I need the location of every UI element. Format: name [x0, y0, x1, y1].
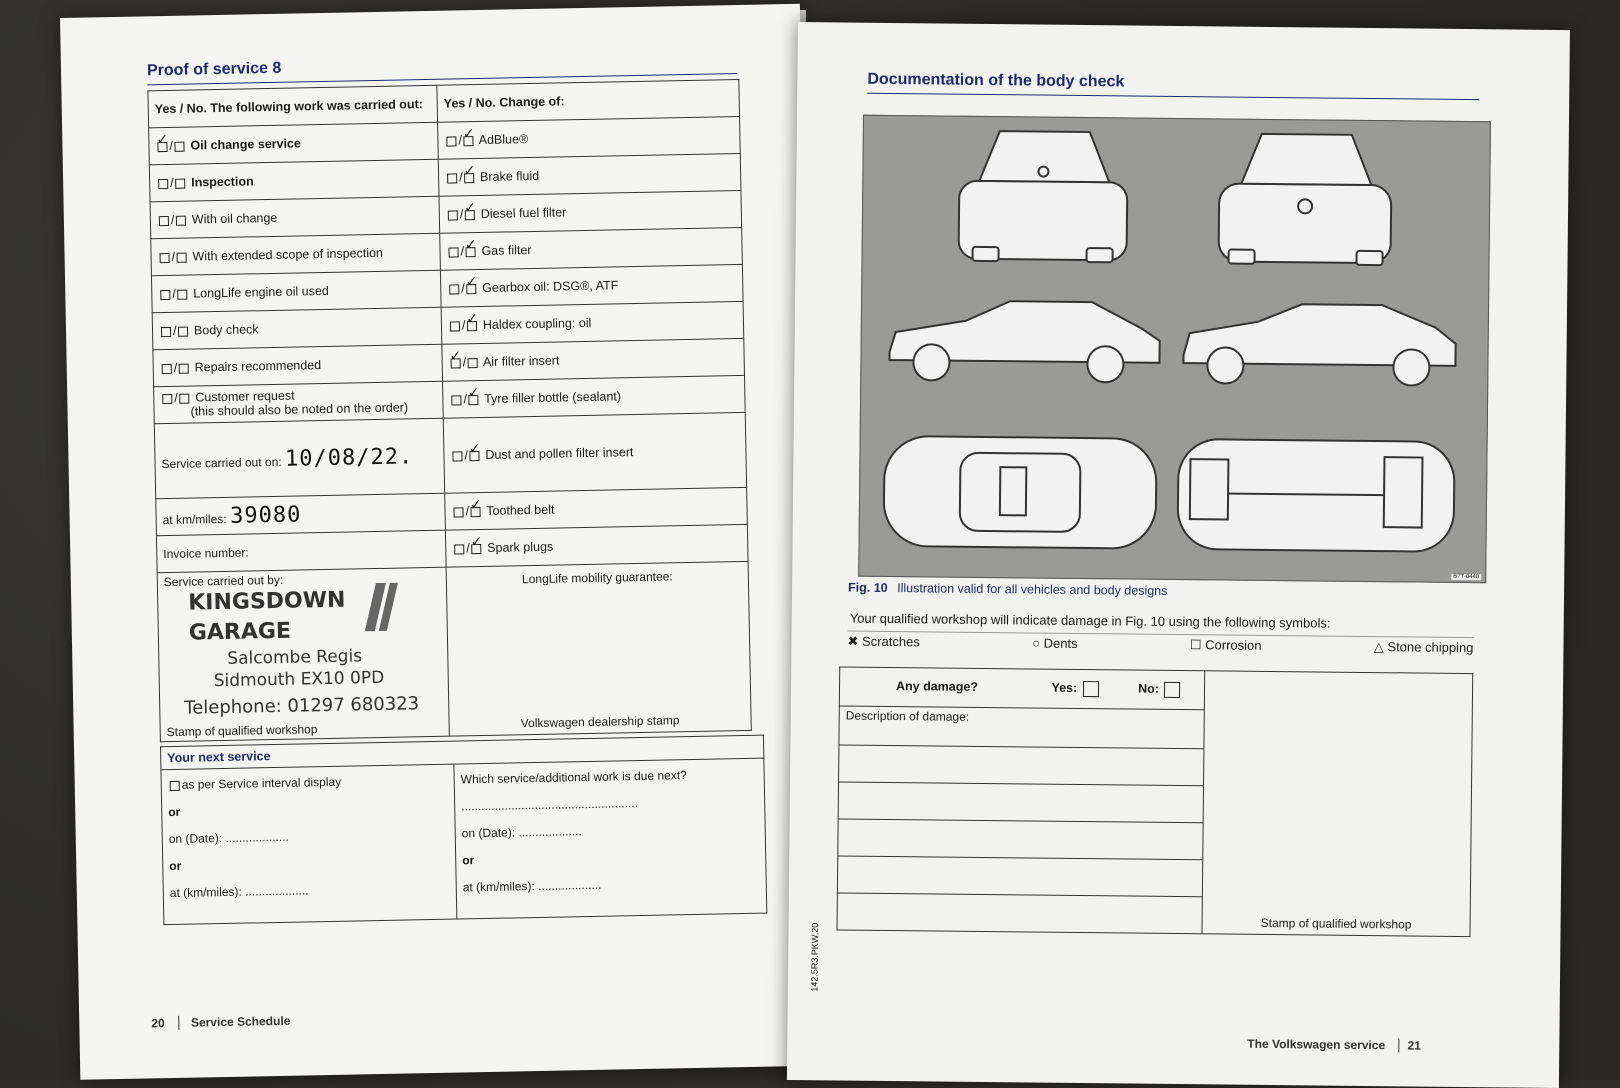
- yes-no-checkboxes[interactable]: /: [156, 176, 188, 191]
- car-underbody-view: [1178, 439, 1455, 552]
- fig-caption: Illustration valid for all vehicles and body designs: [897, 581, 1168, 598]
- page-title: Proof of service 8: [146, 59, 282, 80]
- left-item-label: Body check: [190, 322, 259, 338]
- car-top-view: [884, 436, 1157, 549]
- any-damage-label: Any damage?: [895, 679, 979, 695]
- col-left-header: Yes / No. The following work was carried out:: [148, 85, 438, 128]
- damage-question-cell: [839, 667, 1204, 710]
- car-diagrams: [859, 116, 1490, 583]
- description-line[interactable]: [837, 893, 1202, 934]
- invoice-cell: Invoice number:: [156, 530, 446, 573]
- yes-checkbox[interactable]: [1083, 681, 1099, 697]
- right-item: [443, 412, 746, 493]
- symbol-glyph-icon: ☐: [1189, 637, 1206, 653]
- right-item-label: Haldex coupling: oil: [479, 315, 592, 333]
- symbols-intro: Your qualified workshop will indicate damage in Fig. 10 using the following symbols:: [849, 610, 1331, 631]
- km-cell: [156, 493, 446, 536]
- footer-page-number: 20: [151, 1016, 165, 1031]
- symbol-scratches: [847, 634, 919, 651]
- left-item: [149, 159, 439, 202]
- yes-no-checkboxes[interactable]: / ✓: [449, 392, 481, 407]
- description-label: Description of damage:: [839, 706, 1204, 749]
- right-item: [445, 487, 748, 530]
- service-date-cell: [154, 418, 444, 499]
- symbol-label: Corrosion: [1205, 637, 1262, 653]
- right-item: [442, 338, 745, 381]
- service-date-label: Service carried out on:: [161, 454, 282, 471]
- symbol-corrosion: [1190, 637, 1262, 654]
- right-item-label: AdBlue®: [475, 132, 529, 148]
- stamp-caption: Stamp of qualified workshop: [166, 722, 318, 740]
- car-rear-view: [959, 131, 1128, 263]
- yes-no-checkboxes[interactable]: /: [159, 324, 191, 339]
- side-code: 142.5R3.PKW.20: [809, 922, 821, 992]
- right-item-label: Dust and pollen filter insert: [481, 445, 634, 462]
- stamp-logo-icon: [356, 583, 401, 634]
- description-line[interactable]: [838, 782, 1203, 823]
- right-item-label: Diesel fuel filter: [477, 205, 567, 222]
- car-side-hatch: [1183, 303, 1456, 386]
- no-label: No:: [1138, 681, 1160, 697]
- car-side-sedan: [889, 300, 1160, 383]
- yes-no-checkboxes[interactable]: / ✓: [445, 170, 477, 185]
- stamp-name-1: KINGSDOWN: [188, 587, 346, 616]
- workshop-stamp-cell: [157, 567, 449, 742]
- yes-no-checkboxes[interactable]: / ✓: [448, 318, 480, 333]
- right-page: [787, 22, 1570, 1088]
- title-rule: [867, 93, 1479, 100]
- symbol-label: Dents: [1043, 635, 1078, 651]
- service-table: [147, 79, 751, 742]
- left-item-label: Oil change service: [186, 136, 302, 153]
- yes-no-checkboxes[interactable]: /: [157, 250, 189, 265]
- left-item-label: Customer request: [191, 388, 295, 405]
- right-item: [441, 301, 744, 344]
- service-date-value: 10/08/22.: [284, 443, 414, 472]
- date-label: on (Date): ...................: [168, 829, 289, 847]
- left-item-label: With oil change: [188, 210, 278, 227]
- right-or: or: [462, 853, 475, 868]
- symbol-label: Stone chipping: [1387, 639, 1474, 656]
- yes-no-checkboxes[interactable]: ✓ /: [155, 139, 187, 154]
- left-item: [151, 270, 441, 313]
- right-item-label: Toothed belt: [482, 502, 555, 518]
- body-check-figure: [858, 115, 1491, 584]
- left-item: [149, 122, 439, 165]
- left-item: [153, 344, 443, 387]
- right-item-label: Spark plugs: [483, 539, 554, 555]
- or-label: or: [168, 804, 181, 820]
- footer-title: Service Schedule: [178, 1014, 291, 1030]
- next-service-right: [454, 758, 767, 919]
- car-front-view: [1218, 133, 1391, 265]
- stamp-telephone: Telephone: 01297 680323: [184, 693, 420, 719]
- dealer-stamp-caption: Volkswagen dealership stamp: [520, 713, 680, 731]
- interval-label: as per Service interval display: [181, 774, 342, 792]
- description-line[interactable]: [838, 819, 1203, 860]
- right-km: at (km/miles): ...................: [462, 877, 602, 895]
- stamp-name-2: GARAGE: [188, 618, 292, 646]
- right-item-label: Brake fluid: [476, 168, 540, 185]
- description-line[interactable]: [839, 745, 1204, 786]
- body-check-title: Documentation of the body check: [867, 70, 1125, 91]
- yes-no-checkboxes[interactable]: / ✓: [452, 541, 484, 556]
- yes-no-checkboxes[interactable]: ✓ /: [449, 355, 481, 370]
- next-service-title: Your next service: [161, 735, 764, 770]
- yes-no-checkboxes[interactable]: / ✓: [446, 207, 478, 222]
- right-dots: .....................................................: [461, 796, 639, 814]
- left-item-label: LongLife engine oil used: [189, 283, 329, 301]
- symbol-label: Scratches: [861, 633, 920, 650]
- right-item-label: Tyre filler bottle (sealant): [480, 389, 622, 406]
- symbol-legend: [847, 631, 1473, 657]
- symbol-stone-chipping: [1374, 639, 1474, 656]
- right-item: [445, 524, 748, 567]
- service-by-label: Service carried out by:: [163, 572, 284, 590]
- footer-page-number: 21: [1398, 1038, 1421, 1052]
- yes-no-checkboxes[interactable]: / ✓: [451, 504, 483, 519]
- right-question: Which service/additional work is due next?: [460, 768, 687, 787]
- fig-code: B7T-0448: [1453, 573, 1480, 581]
- guarantee-label: LongLife mobility guarantee:: [521, 569, 673, 587]
- symbol-glyph-icon: ✖: [847, 633, 863, 649]
- yes-no-checkboxes[interactable]: / ✓: [444, 133, 476, 148]
- stamp-address-2: Sidmouth EX10 0PD: [213, 667, 385, 692]
- yes-no-checkboxes[interactable]: /: [157, 213, 189, 228]
- right-item: [443, 375, 746, 418]
- yes-no-checkboxes[interactable]: / ✓: [450, 448, 482, 463]
- workshop-stamp-area: Stamp of qualified workshop: [1202, 671, 1473, 937]
- no-checkbox[interactable]: [1164, 682, 1180, 698]
- or-label-2: or: [169, 858, 182, 874]
- right-date: on (Date): ...................: [461, 824, 582, 841]
- left-page: [60, 4, 820, 1080]
- left-item: [151, 233, 441, 276]
- right-item: [440, 264, 743, 307]
- item-note: (this should also be noted on the order): [190, 400, 409, 419]
- yes-no-checkboxes[interactable]: /: [158, 287, 190, 302]
- description-line[interactable]: [837, 856, 1202, 897]
- yes-no-checkboxes[interactable]: /: [160, 361, 192, 376]
- footer-title: The Volkswagen service: [1247, 1036, 1386, 1053]
- km-label: at (km/miles): ...................: [169, 883, 309, 901]
- right-item: [439, 190, 742, 233]
- symbol-glyph-icon: △: [1373, 639, 1388, 655]
- km-value: 39080: [229, 501, 302, 529]
- left-item: [152, 307, 442, 350]
- damage-table: [836, 666, 1473, 937]
- right-item: [438, 116, 741, 159]
- dealer-stamp-cell: [446, 561, 751, 736]
- right-item: [440, 227, 743, 270]
- right-item-label: Air filter insert: [480, 353, 560, 369]
- left-item-label: Inspection: [187, 174, 254, 190]
- yes-label: Yes:: [1051, 680, 1078, 696]
- yes-no-checkboxes[interactable]: /: [160, 391, 192, 406]
- footer-right: [1247, 1037, 1421, 1053]
- left-item-label: With extended scope of inspection: [188, 245, 384, 264]
- fig-label: Fig. 10: [848, 580, 888, 595]
- right-item-label: Gas filter: [477, 242, 532, 259]
- checkbox[interactable]: [170, 781, 180, 791]
- next-service-left: [161, 764, 457, 925]
- left-item-label: Repairs recommended: [191, 358, 322, 375]
- left-item: [154, 381, 444, 424]
- yes-no-checkboxes[interactable]: / ✓: [446, 244, 478, 259]
- left-item: [150, 196, 440, 239]
- right-item: [438, 153, 741, 196]
- stamp-address-1: Salcombe Regis: [227, 646, 363, 669]
- km-label: at km/miles:: [162, 511, 227, 527]
- footer-left: [151, 1014, 300, 1031]
- next-service-table: [160, 735, 767, 926]
- symbol-dents: [1032, 635, 1078, 651]
- yes-no-checkboxes[interactable]: / ✓: [447, 281, 479, 296]
- right-item-label: Gearbox oil: DSG®, ATF: [478, 278, 619, 296]
- fig-caption-row: [848, 581, 1168, 598]
- col-right-header: Yes / No. Change of:: [437, 79, 740, 122]
- symbol-glyph-icon: ○: [1032, 635, 1044, 651]
